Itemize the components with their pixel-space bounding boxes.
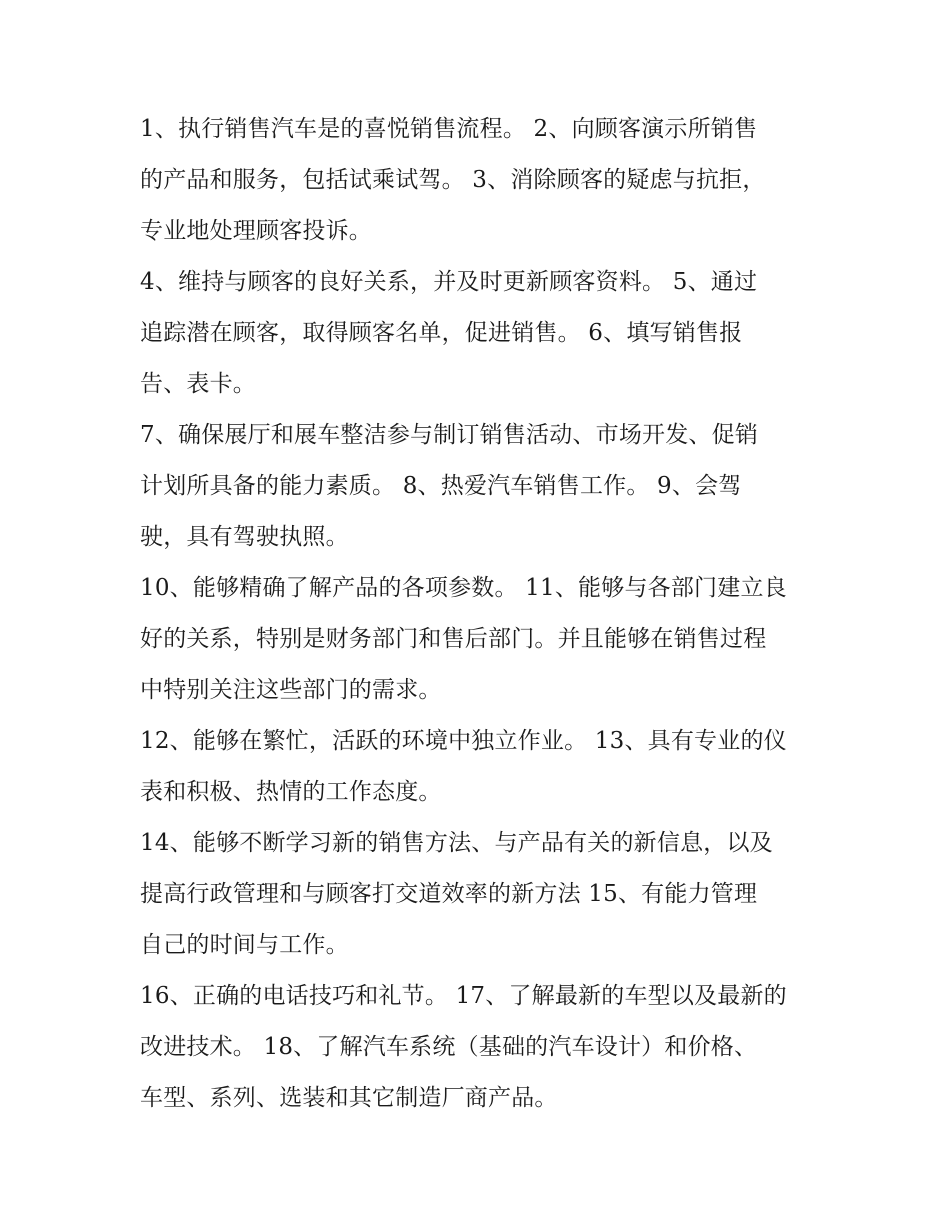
document-body bbox=[140, 104, 820, 1124]
text-line: 追踪潜在顾客，取得顾客名单，促进销售。 6、填写销售报 bbox=[140, 320, 743, 346]
text-line: 7、确保展厅和展车整洁参与制订销售活动、市场开发、促销 bbox=[140, 422, 759, 448]
text-line: 计划所具备的能力素质。 8、热爱汽车销售工作。 9、会驾 bbox=[140, 473, 742, 499]
text-line: 驶，具有驾驶执照。 bbox=[140, 524, 349, 550]
text-line: 10、能够精确了解产品的各项参数。 11、能够与各部门建立良 bbox=[140, 575, 787, 601]
text-line: 1、执行销售汽车是的喜悦销售流程。 2、向顾客演示所销售 bbox=[140, 116, 758, 142]
text-line: 好的关系，特别是财务部门和售后部门。并且能够在销售过程 bbox=[140, 626, 767, 652]
paragraph-3 bbox=[140, 410, 820, 563]
text-line: 表和积极、热情的工作态度。 bbox=[140, 779, 442, 805]
text-line: 自己的时间与工作。 bbox=[140, 932, 349, 958]
paragraph-4 bbox=[140, 563, 820, 716]
text-line: 提高行政管理和与顾客打交道效率的新方法 15、有能力管理 bbox=[140, 881, 758, 907]
text-line: 16、正确的电话技巧和礼节。 17、了解最新的车型以及最新的 bbox=[140, 983, 787, 1009]
paragraph-2 bbox=[140, 257, 820, 410]
text-line: 改进技术。 18、了解汽车系统（基础的汽车设计）和价格、 bbox=[140, 1034, 758, 1060]
paragraph-6 bbox=[140, 818, 820, 971]
paragraph-7 bbox=[140, 971, 820, 1124]
text-line: 14、能够不断学习新的销售方法、与产品有关的新信息，以及 bbox=[140, 830, 773, 856]
text-line: 12、能够在繁忙，活跃的环境中独立作业。 13、具有专业的仪 bbox=[140, 728, 787, 754]
text-line: 车型、系列、选装和其它制造厂商产品。 bbox=[140, 1085, 558, 1111]
text-line: 中特别关注这些部门的需求。 bbox=[140, 677, 442, 703]
text-line: 告、表卡。 bbox=[140, 371, 256, 397]
paragraph-1 bbox=[140, 104, 820, 257]
text-line: 4、维持与顾客的良好关系，并及时更新顾客资料。 5、通过 bbox=[140, 269, 758, 295]
text-line: 专业地处理顾客投诉。 bbox=[140, 218, 372, 244]
text-line: 的产品和服务，包括试乘试驾。 3、消除顾客的疑虑与抗拒， bbox=[140, 167, 766, 193]
paragraph-5 bbox=[140, 716, 820, 818]
